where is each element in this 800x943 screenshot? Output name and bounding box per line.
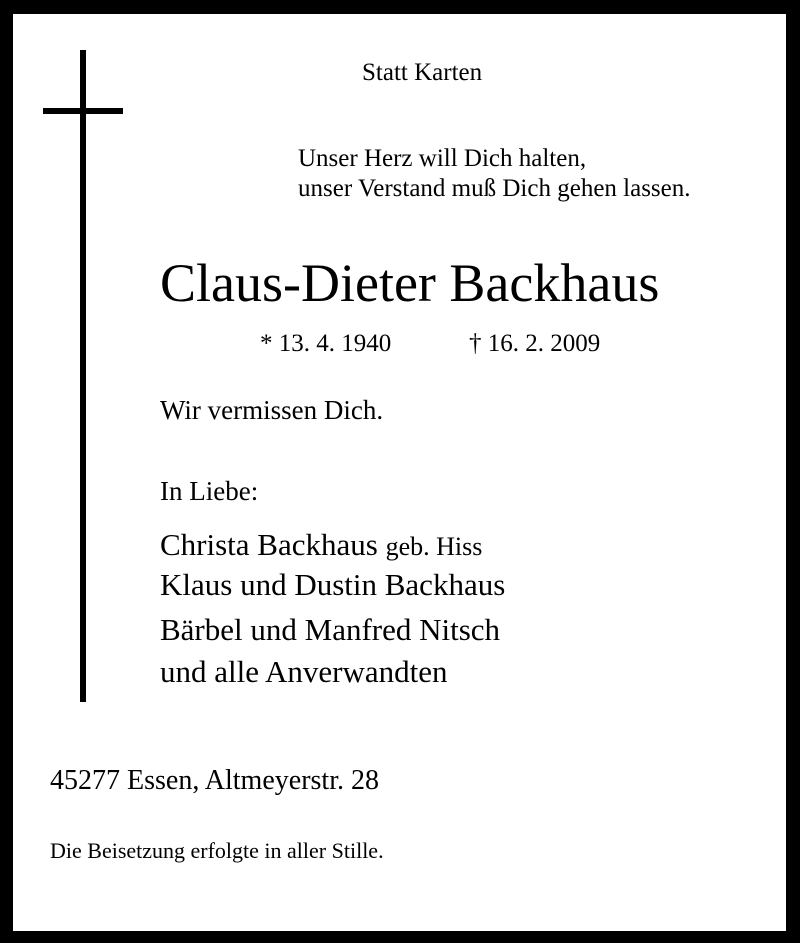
quote-line-2: unser Verstand muß Dich gehen lassen. [298,175,691,202]
mourner-name: Bärbel und Manfred Nitsch [160,612,501,647]
mourner-line [160,656,448,687]
mourner-line [160,614,500,645]
cross-vertical-bar [80,50,86,702]
death-date: † 16. 2. 2009 [469,330,601,357]
address-text: 45277 Essen, Altmeyerstr. 28 [50,765,379,796]
message-text: Wir vermissen Dich. [160,395,384,425]
mourner-name: Christa Backhaus [160,527,378,562]
mourner-line [160,529,482,560]
closing-text: In Liebe: [160,476,259,506]
header-text: Statt Karten [362,59,483,86]
mourner-name: Klaus und Dustin Backhaus [160,567,506,602]
burial-note: Die Beisetzung erfolgte in aller Stille. [50,838,384,863]
mourner-name: und alle Anverwandten [160,654,448,689]
mourner-note: geb. Hiss [385,532,483,561]
quote-line-1: Unser Herz will Dich halten, [298,145,587,172]
birth-date: * 13. 4. 1940 [260,330,392,357]
mourner-line [160,569,505,600]
cross-horizontal-bar [43,108,123,114]
deceased-name: Claus-Dieter Backhaus [160,253,660,313]
